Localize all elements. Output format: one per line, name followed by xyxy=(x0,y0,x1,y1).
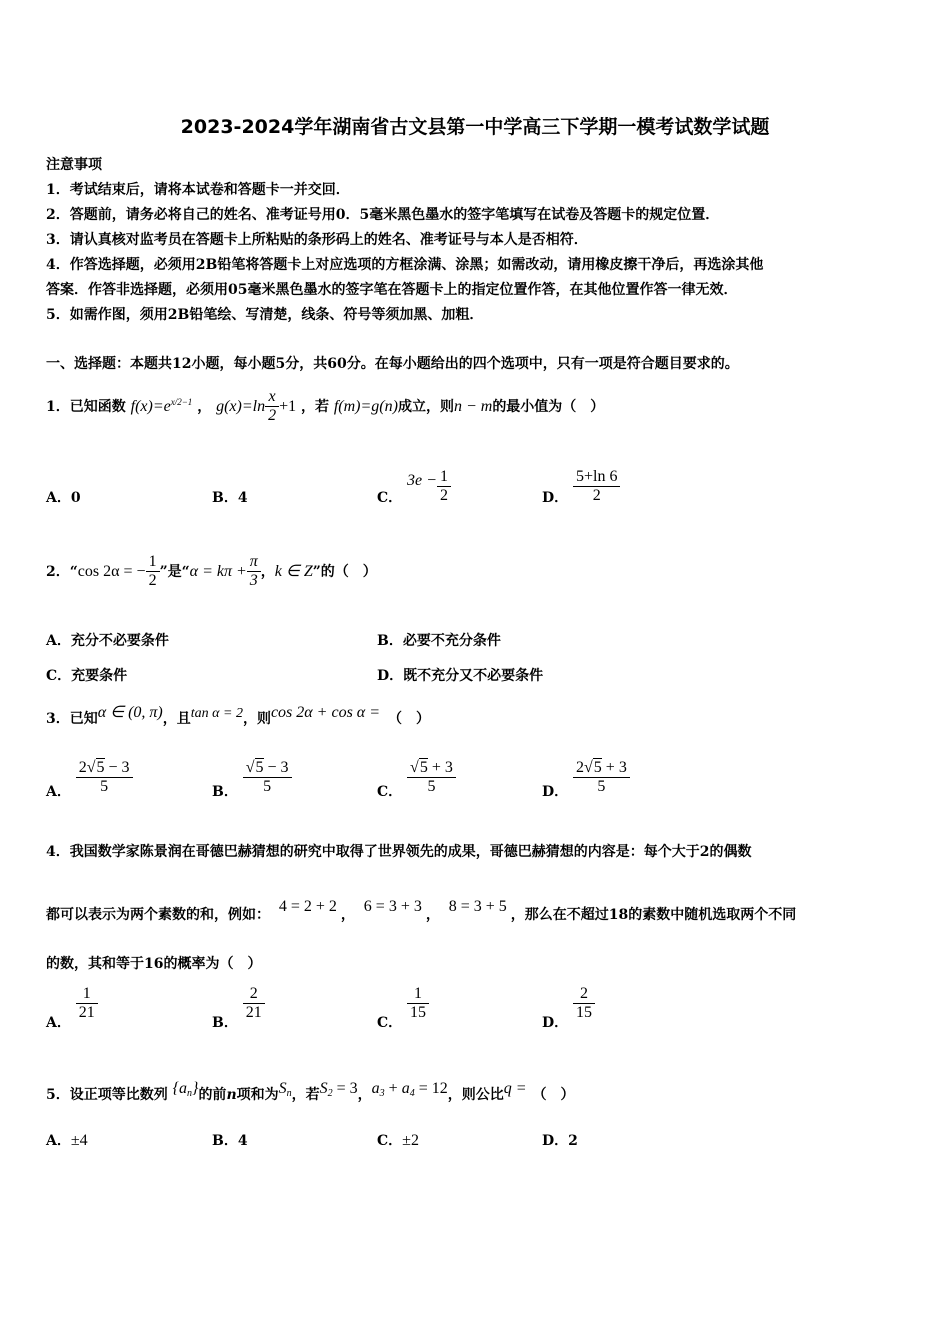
q5-n: n xyxy=(226,1087,237,1103)
q5-option-d[interactable]: D．2 xyxy=(542,1133,578,1149)
q4-d-num: 2 xyxy=(580,985,589,1002)
q2-text: ”是“ xyxy=(159,563,190,580)
q4-text: 都可以表示为两个素数的和，例如： xyxy=(46,907,270,923)
q5-text: 项和为 xyxy=(236,1087,279,1103)
q3-a-rad: 5 xyxy=(96,759,105,776)
q1-option-c-num: 1 xyxy=(439,468,448,485)
q2-prefix: 2．“ xyxy=(46,563,78,580)
q2-three: 3 xyxy=(247,571,261,590)
q4-option-c-label: C． xyxy=(377,1015,403,1031)
q4-option-a-label: A． xyxy=(46,1015,71,1031)
q2-option-d[interactable]: D．既不充分又不必要条件 xyxy=(377,668,544,684)
q3-d-rad: 5 xyxy=(593,759,602,776)
q1-text: ，若 xyxy=(300,398,329,415)
q4-sep: ， xyxy=(425,907,440,923)
q5-text: 的前 xyxy=(198,1087,227,1103)
q4-option-d-label: D． xyxy=(542,1015,569,1031)
q5-option-c-value: ±2 xyxy=(402,1132,419,1149)
question-3 xyxy=(46,702,430,728)
q1-option-d-label: D． xyxy=(542,490,569,506)
q5-a4: a xyxy=(401,1080,410,1097)
q1-option-d-den: 2 xyxy=(573,486,620,505)
q5-sn-s: S xyxy=(278,1080,287,1097)
q1-expr: n − m xyxy=(453,397,493,415)
q5-a3-sub: 3 xyxy=(379,1088,385,1099)
q2-cos-den: 2 xyxy=(146,571,160,590)
q1-option-d-num: 5+ln 6 xyxy=(576,468,618,485)
q2-cos: cos 2α = − xyxy=(77,562,146,580)
notice-item: 答案．作答非选择题，必须用05毫米黑色墨水的签字笔在答题卡上的指定位置作答，在其他位置作答一律无效． xyxy=(46,282,738,298)
q3-d-tail: + 3 xyxy=(601,759,627,776)
q4-a-den: 21 xyxy=(76,1003,98,1022)
q4-b-num: 2 xyxy=(249,985,258,1002)
q4-option-b-label: B． xyxy=(212,1015,238,1031)
q5-seq: $\{a_n\}$ xyxy=(172,1080,199,1099)
q4-option-d[interactable] xyxy=(542,985,595,1032)
q5-sum: = 12 xyxy=(414,1080,448,1097)
q4-line-1: 4．我国数学家陈景润在哥德巴赫猜想的研究中取得了世界领先的成果，哥德巴赫猜想的内容是：每个大于2的偶数 xyxy=(46,844,752,860)
notice-item: 2．答题前，请务必将自己的姓名、准考证号用0．5毫米黑色墨水的签字笔填写在试卷及答题卡的规定位置． xyxy=(46,207,720,223)
q2-option-b[interactable]: B．必要不充分条件 xyxy=(377,633,501,649)
q3-text: （ ） xyxy=(388,711,430,727)
q5-option-a-value: ±4 xyxy=(70,1132,88,1149)
q3-b-tail: − 3 xyxy=(263,759,289,776)
q3-option-c-label: C． xyxy=(377,784,403,800)
q4-c-den: 15 xyxy=(407,1003,429,1022)
q4-eq-3: 8 = 3 + 5 xyxy=(448,898,507,915)
q4-c-num: 1 xyxy=(414,985,423,1002)
q1-option-b[interactable]: B．4 xyxy=(212,490,248,506)
q5-option-b[interactable]: B．4 xyxy=(212,1133,248,1149)
q5-option-c-label: C． xyxy=(377,1133,403,1149)
q2-text: ， xyxy=(260,563,275,580)
q5-seq-sub: n xyxy=(187,1088,193,1099)
q5-s2-val: = 3 xyxy=(332,1080,358,1097)
q5-option-a-label: A． xyxy=(46,1133,71,1149)
q1-g-den: 2 xyxy=(265,406,279,425)
q5-option-a[interactable] xyxy=(46,1130,88,1150)
q1-g-num: x xyxy=(268,388,276,405)
q3-option-b[interactable]: B． $\frac{√5 - 3}{5}$ xyxy=(212,759,292,801)
q1-option-a[interactable]: A．0 xyxy=(46,490,81,506)
question-1 xyxy=(46,388,604,426)
q5-plus: + xyxy=(384,1080,402,1097)
q1-option-c-pre: 3e − xyxy=(407,472,437,489)
notice-item: 1．考试结束后，请将本试卷和答题卡一并交回． xyxy=(46,182,350,198)
q5-option-c[interactable] xyxy=(377,1130,419,1150)
q3-expr: cos 2α + cos α = xyxy=(270,704,380,721)
q3-option-a[interactable]: A． $\frac{2√5 - 3}{5}$ xyxy=(46,759,133,801)
page-title: 2023-2024学年湖南省古文县第一中学高三下学期一模考试数学试题 xyxy=(180,116,770,138)
question-2 xyxy=(46,553,377,591)
q3-b-den: 5 xyxy=(243,777,292,796)
notice-item: 5．如需作图，须用2B铅笔绘、写清楚，线条、符号等须加黑、加粗． xyxy=(46,307,484,323)
q1-option-c-den: 2 xyxy=(437,486,451,505)
q1-text: 成立，则 xyxy=(397,398,454,415)
q3-option-d[interactable]: D． $\frac{2√5 + 3}{5}$ xyxy=(542,759,630,801)
notice-item: 3．请认真核对监考员在答题卡上所粘贴的条形码上的姓名、准考证号与本人是否相符． xyxy=(46,232,588,248)
q3-text: ，且 xyxy=(162,711,191,727)
q5-sn xyxy=(279,1080,292,1097)
q4-text: ，那么在不超过18的素数中随机选取两个不同 xyxy=(510,907,797,923)
q5-text: ，则公比 xyxy=(447,1087,504,1103)
q3-c-rad: 5 xyxy=(419,759,428,776)
q2-cos-num: 1 xyxy=(148,553,157,570)
q3-b-rad: 5 xyxy=(255,759,264,776)
q3-text: ，则 xyxy=(242,711,271,727)
q3-prefix: 3．已知 xyxy=(46,711,98,727)
q3-tan: tan α = 2 xyxy=(190,706,243,721)
q1-f-exp: x/2−1 xyxy=(170,397,193,408)
q5-q: q = xyxy=(503,1080,527,1097)
q1-f-def: f(x)=e xyxy=(130,397,171,415)
q4-sep: ， xyxy=(340,907,355,923)
q3-option-b-label: B． xyxy=(212,784,238,800)
q4-b-den: 21 xyxy=(243,1003,265,1022)
q3-a-den: 5 xyxy=(76,777,133,796)
q5-a3a4 xyxy=(372,1080,448,1097)
q4-option-c[interactable] xyxy=(377,985,429,1032)
q3-a-coef: 2 xyxy=(78,759,87,776)
q1-text: ， xyxy=(197,398,212,415)
q2-k: k ∈ Z xyxy=(274,562,313,580)
q2-option-c[interactable]: C．充要条件 xyxy=(46,668,128,684)
q3-c-tail: + 3 xyxy=(427,759,453,776)
notice-heading: 注意事项 xyxy=(46,157,102,173)
section-heading: 一、选择题：本题共12小题，每小题5分，共60分。在每小题给出的四个选项中，只有一项是符合题目要求的。 xyxy=(46,356,739,372)
q4-option-a[interactable] xyxy=(46,985,98,1032)
q5-s2-sub: 2 xyxy=(327,1088,333,1099)
q1-text: 的最小值为（ ） xyxy=(492,398,605,415)
q3-option-a-label: A． xyxy=(46,784,71,800)
q4-line-3: 的数，其和等于16的概率为（ ） xyxy=(46,956,262,972)
q5-seq-a: a xyxy=(179,1080,188,1097)
q4-eq-2: 6 = 3 + 3 xyxy=(363,898,422,915)
q5-sn-sub: n xyxy=(286,1088,292,1099)
q3-d-den: 5 xyxy=(573,777,630,796)
question-5 xyxy=(46,1080,575,1104)
q1-option-d[interactable] xyxy=(542,468,620,507)
q5-prefix: 5．设正项等比数列 xyxy=(46,1087,168,1103)
q1-g-tail: +1 xyxy=(279,397,297,415)
q1-option-c-label: C． xyxy=(377,490,403,506)
q1-g-def: g(x)=ln xyxy=(216,397,266,415)
q3-a-tail: − 3 xyxy=(104,759,130,776)
q5-text: （ ） xyxy=(532,1087,575,1103)
q5-text: ， xyxy=(357,1087,372,1103)
q1-option-c[interactable] xyxy=(377,468,451,507)
q5-a3: a xyxy=(371,1080,380,1097)
q2-pi: π xyxy=(249,553,258,570)
q3-c-den: 5 xyxy=(407,777,456,796)
q4-option-b[interactable] xyxy=(212,985,265,1032)
q5-text: ，若 xyxy=(291,1087,320,1103)
q3-alpha-range: α ∈ (0, π) xyxy=(97,704,163,721)
q5-s2 xyxy=(320,1080,358,1097)
q4-a-num: 1 xyxy=(82,985,91,1002)
q4-d-den: 15 xyxy=(573,1003,595,1022)
q2-alpha: α = kπ + xyxy=(189,562,247,580)
q3-option-c[interactable]: C． $\frac{√5 + 3}{5}$ xyxy=(377,759,456,801)
q1-prefix: 1．已知函数 xyxy=(46,398,126,415)
q4-eq-1: 4 = 2 + 2 xyxy=(278,898,337,915)
q5-a4-sub: 4 xyxy=(409,1088,415,1099)
q5-s2-s: S xyxy=(319,1080,328,1097)
q1-condition: f(m)=g(n) xyxy=(333,397,398,415)
q2-option-a[interactable]: A．充分不必要条件 xyxy=(46,633,169,649)
q3-option-d-label: D． xyxy=(542,784,569,800)
q3-d-coef: 2 xyxy=(576,759,585,776)
q2-text: ”的（ ） xyxy=(312,563,377,580)
q4-line-2 xyxy=(46,898,796,924)
notice-item: 4．作答选择题，必须用2B铅笔将答题卡上对应选项的方框涂满、涂黑；如需改动，请用橡皮擦干净后，再选涂其他 xyxy=(46,257,764,273)
